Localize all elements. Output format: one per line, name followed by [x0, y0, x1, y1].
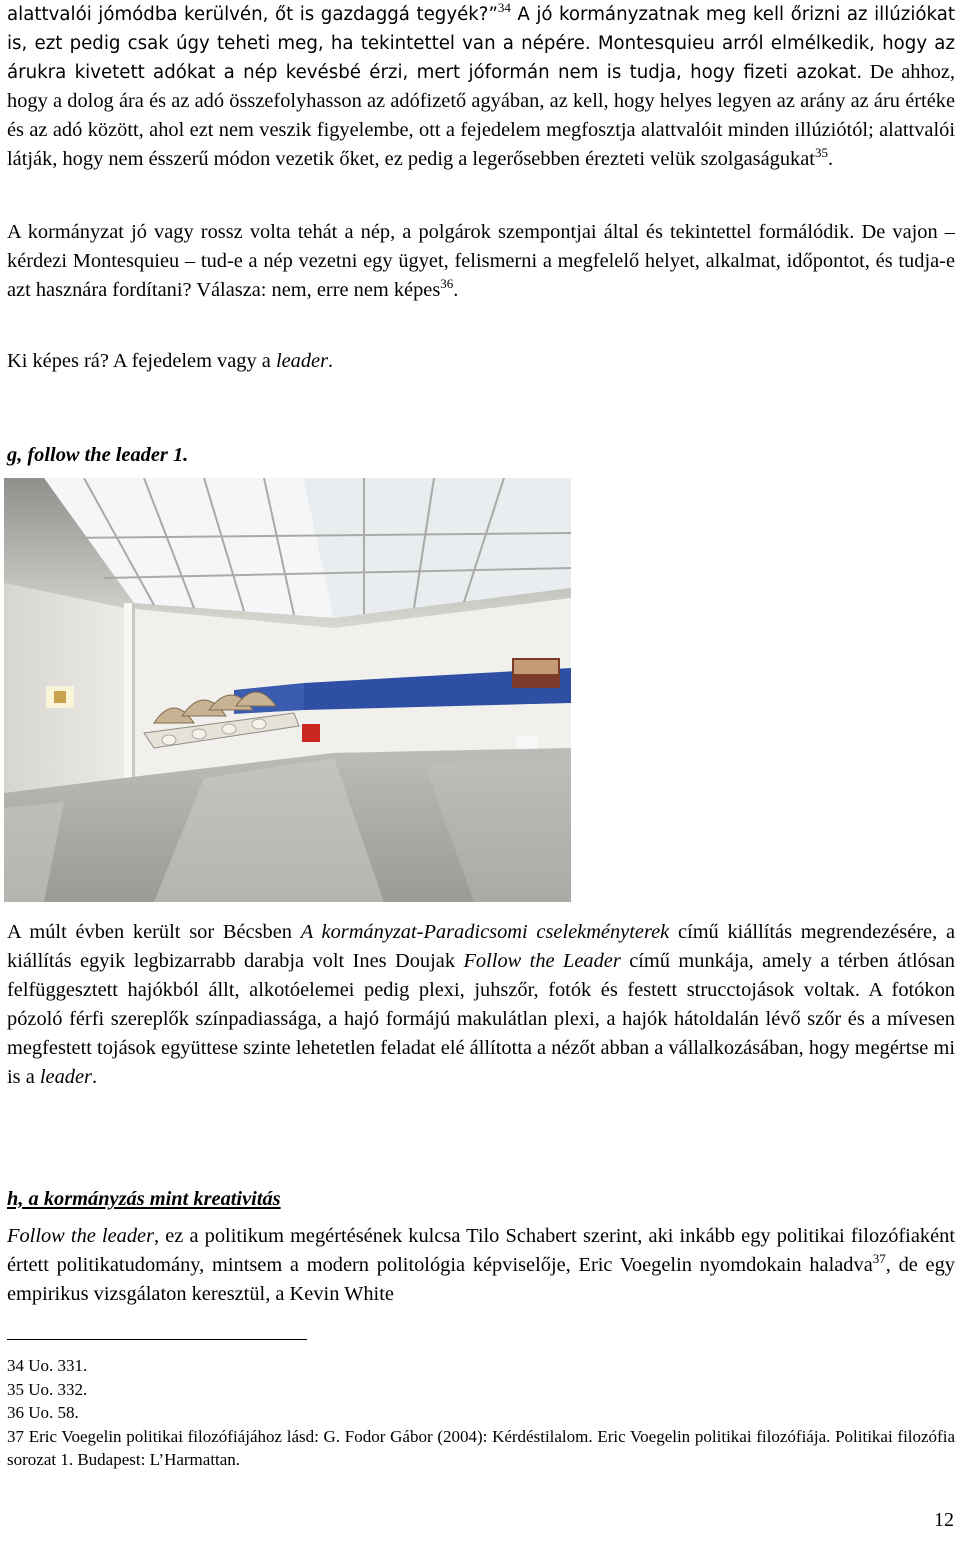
- paragraph-4-italic-work: Follow the Leader: [463, 950, 621, 972]
- paragraph-4-part-d: .: [91, 1066, 98, 1088]
- exhibition-photo: [4, 478, 571, 902]
- paragraph-5: [7, 1222, 955, 1309]
- paragraph-3-part-a: Ki képes rá? A fejedelem vagy a: [7, 350, 276, 372]
- paragraph-1-part-c: De ahhoz, hogy a dolog ára és az adó összefolyhasson az adófizető agyában, az kell, hogy helyes legyen az arány az áru értéke és az adó között, ahol ezt nem veszik figyelembe, ott a fejedelem megfosztja alattvalóit minden illúziótól; alattvalói látják, hogy nem ésszerű módon vezetik őket, ez pedig a legerősebben érezteti velük szolgaságukat: [7, 61, 955, 170]
- paragraph-1-part-a: alattvalói jómódba kerülvén, őt is gazdaggá tegyék?”: [7, 4, 498, 25]
- footnote-35: 35 Uo. 332.: [7, 1379, 88, 1399]
- paragraph-5-part-b: , de egy empirikus vizsgálaton keresztül, a Kevin White: [7, 1254, 955, 1305]
- footnote-37: 37 Eric Voegelin politikai filozófiájához lásd: G. Fodor Gábor (2004): Kérdéstilalom. Eric Voegelin politikai filozófiája. Politikai filozófia sorozat 1. Budapest: L’Harmattan.: [7, 1426, 955, 1469]
- paragraph-4-italic-leader: leader: [39, 1066, 92, 1088]
- paragraph-1-part-d: .: [827, 148, 834, 170]
- footnote-36: 36 Uo. 58.: [7, 1403, 79, 1422]
- section-heading-h: h, a kormányzás mint kreativitás: [7, 1188, 281, 1210]
- footnote-34: 34 Uo. 331.: [7, 1356, 88, 1375]
- footnote-ref-36: 36: [440, 276, 454, 292]
- paragraph-4-part-c: című munkája, amely a térben átlósan felfüggesztett hajókból állt, alkotóelemei pedig plexi, juhszőr, fotók és festett strucctojások voltak. A fotókon pózoló férfi szereplők színpadiassága, a hajó formájú makulátlan plexi, a hajók hátoldalán lévő szőr és a mívesen megfestett tojások együttese szinte lehetetlen feladat elé állította a nézőt abban a vállalkozásában, hogy megértse mi is a: [7, 950, 955, 1088]
- footnote-ref-34: 34: [497, 0, 511, 16]
- paragraph-5-part-a: , ez a politikum megértésének kulcsa Tilo Schabert szerint, aki inkább egy politikai filozófiaként értett politikatudomány, mintsem a modern politológia képviselője, Eric Voegelin nyomdokain haladva: [7, 1225, 955, 1276]
- page-number: 12: [934, 1509, 954, 1531]
- footnote-ref-37: 37: [872, 1251, 886, 1267]
- paragraph-2-part-a: A kormányzat jó vagy rossz volta tehát a nép, a polgárok szempontjai által és tekintettel formálódik. De vajon – kérdezi Montesquieu – tud-e a nép vezetni egy ügyet, felismerni a megfelelő helyet, alkalmat, időpontot, és tudja-e azt hasznára fordítani? Válasza: nem, erre nem képes: [7, 221, 955, 301]
- paragraph-1-part-b: A jó kormányzatnak meg kell őrizni az illúziókat is, ezt pedig csak úgy teheti meg, ha tekintettel van a népére. Montesquieu arról elmélkedik, hogy az árukra kivetett adókat a nép kevésbé érzi, mert jóformán nem is tudja, hogy fizeti azokat.: [7, 4, 955, 83]
- paragraph-4-italic-title: A kormányzat-Paradicsomi cselekményterek: [300, 921, 670, 943]
- paragraph-4-part-a: A múlt évben került sor Bécsben: [7, 921, 301, 943]
- section-heading-g: g, follow the leader 1.: [7, 444, 189, 466]
- paragraph-4: [7, 918, 955, 1092]
- footnotes: [7, 1354, 955, 1472]
- paragraph-1: [7, 0, 955, 174]
- paragraph-4-part-b: című kiállítás megrendezésére, a kiállítás egyik legbizarrabb darabja volt Ines Doujak: [7, 921, 955, 972]
- footnote-ref-35: 35: [814, 145, 828, 161]
- paragraph-2-part-b: .: [453, 279, 459, 301]
- paragraph-3-italic: leader: [275, 350, 329, 372]
- paragraph-5-italic: Follow the leader: [7, 1225, 155, 1247]
- paragraph-3: [7, 347, 955, 376]
- paragraph-2: [7, 218, 955, 305]
- footnote-divider: [7, 1339, 307, 1340]
- paragraph-3-part-b: .: [328, 350, 334, 372]
